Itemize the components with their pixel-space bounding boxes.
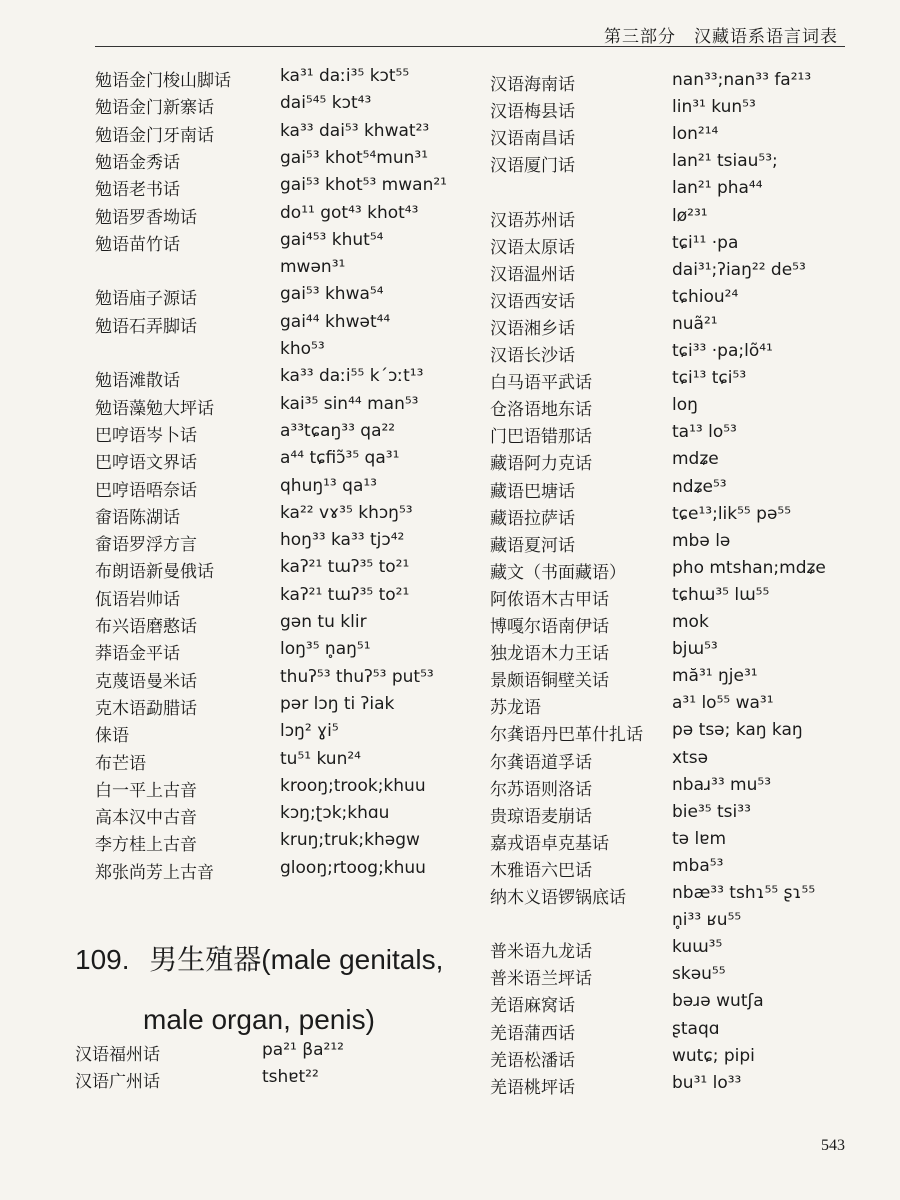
language-name: 勉语罗香坳话 <box>95 207 197 228</box>
language-name: 嘉戎语卓克基话 <box>490 833 609 854</box>
word-form: tɕhiou²⁴ <box>672 286 739 307</box>
word-form: mok <box>672 612 709 632</box>
running-header <box>0 0 900 50</box>
language-name: 藏语夏河话 <box>490 535 575 556</box>
language-name: 布芒语 <box>95 753 146 774</box>
language-name: 阿侬语木古甲话 <box>490 589 609 610</box>
section-title-line-1: 男生殖器(male genitals, <box>149 944 444 975</box>
word-form: tɕhɯ³⁵ lɯ⁵⁵ <box>672 584 770 605</box>
word-form: pər lɔŋ ti ʔiak <box>280 693 395 714</box>
word-form: kai³⁵ sin⁴⁴ man⁵³ <box>280 393 419 414</box>
word-form: gai⁵³ khot⁵³ mwan²¹ <box>280 175 447 196</box>
language-name: 贵琼语麦崩话 <box>490 806 592 827</box>
language-name: 佤语岩帅话 <box>95 589 180 610</box>
language-name: 巴哼语唔奈话 <box>95 480 197 501</box>
word-form: bəɹə wutʃa <box>672 991 764 1012</box>
language-name: 布朗语新曼俄话 <box>95 562 214 583</box>
word-form: kruŋ;truk;khəgw <box>280 830 420 851</box>
word-form: glooŋ;rtoog;khuu <box>280 857 426 878</box>
language-name: 勉语庙子源话 <box>95 289 197 310</box>
header-rule <box>95 46 845 47</box>
word-form: tɕe¹³;lik⁵⁵ pə⁵⁵ <box>672 503 792 524</box>
language-name: 巴哼语岑卜话 <box>95 425 197 446</box>
word-form: lø²³¹ <box>672 205 708 226</box>
language-name: 汉语海南话 <box>490 75 575 95</box>
word-form: gai⁵³ khwa⁵⁴ <box>280 284 384 305</box>
word-form: lan²¹ pha⁴⁴ <box>672 178 763 199</box>
language-name: 畲语陈湖话 <box>95 507 180 528</box>
word-form: bu³¹ lo³³ <box>672 1072 742 1093</box>
word-form: loŋ <box>672 395 698 416</box>
word-form: mwən³¹ <box>280 257 346 278</box>
language-name: 勉语金秀话 <box>95 152 180 173</box>
language-name: 郑张尚芳上古音 <box>95 862 214 883</box>
language-name: 普米语兰坪话 <box>490 969 592 990</box>
language-name: 勉语金门牙南话 <box>95 125 214 146</box>
language-name: 羌语松潘话 <box>490 1050 575 1071</box>
word-form: bjɯ⁵³ <box>672 639 718 660</box>
word-form: ndʑe⁵³ <box>672 476 727 497</box>
language-name: 莽语金平话 <box>95 644 180 665</box>
language-name: 藏语巴塘话 <box>490 481 575 502</box>
language-name: 汉语温州话 <box>490 264 575 285</box>
language-name: 俫语 <box>95 726 129 747</box>
word-form: thuʔ⁵³ thuʔ⁵³ put⁵³ <box>280 666 434 687</box>
word-form: ta¹³ lo⁵³ <box>672 422 737 443</box>
language-name: 藏文（书面藏语） <box>490 562 626 583</box>
language-name: 汉语福州话 <box>75 1045 160 1065</box>
word-form: nbaɹ³³ mu⁵³ <box>672 774 772 795</box>
language-name: 景颇语铜壁关话 <box>490 671 609 692</box>
word-form: hoŋ³³ ka³³ tjɔ⁴² <box>280 530 405 551</box>
language-name: 白一平上古音 <box>95 780 197 801</box>
language-name: 博嘎尔语南伊话 <box>490 617 609 637</box>
section-number: 109. <box>75 944 130 975</box>
language-name: 勉语老书话 <box>95 180 180 201</box>
language-name: 羌语麻窝话 <box>490 996 575 1017</box>
word-form: skəu⁵⁵ <box>672 964 726 985</box>
language-name: 汉语太原话 <box>490 237 575 258</box>
word-form: kaʔ²¹ tɯʔ³⁵ to²¹ <box>280 557 410 578</box>
word-form: gai⁴⁵³ khut⁵⁴ <box>280 229 384 250</box>
word-form: wutɕ; pipi <box>672 1045 755 1066</box>
word-form: mdʑe <box>672 449 719 470</box>
language-name: 畲语罗浮方言 <box>95 535 197 556</box>
language-name: 李方桂上古音 <box>95 835 197 856</box>
language-name: 藏语阿力克话 <box>490 454 592 475</box>
word-form: nbæ³³ tshɿ⁵⁵ ʂɿ⁵⁵ <box>672 883 816 903</box>
word-form: a³¹ lo⁵⁵ wa³¹ <box>672 693 774 714</box>
language-name: 门巴语错那话 <box>490 427 592 448</box>
language-name: 汉语湘乡话 <box>490 318 575 339</box>
word-form: pa²¹ βa²¹² <box>262 1040 344 1060</box>
word-form: mbə lə <box>672 530 731 551</box>
word-form: qhuŋ¹³ qa¹³ <box>280 475 377 496</box>
word-form: lɔŋ² ɣi⁵ <box>280 721 339 742</box>
word-form: lin³¹ kun⁵³ <box>672 97 756 118</box>
word-form: ka³¹ daːi³⁵ kɔt⁵⁵ <box>280 66 410 86</box>
word-form: nan³³;nan³³ fa²¹³ <box>672 70 812 90</box>
language-name: 汉语梅县话 <box>490 102 575 123</box>
language-name: 苏龙语 <box>490 698 541 719</box>
word-form: xtsə <box>672 747 709 768</box>
word-form: gən tu klir <box>280 612 367 632</box>
word-form: tshɐt²² <box>262 1067 319 1087</box>
page-number: 543 <box>821 1137 845 1154</box>
section-title-line-2: male organ, penis) <box>143 1004 375 1035</box>
word-form: ka³³ daːi⁵⁵ kˊɔːt¹³ <box>280 366 424 387</box>
language-name: 尔龚语道孚话 <box>490 752 592 773</box>
language-name: 纳木义语锣锅底话 <box>490 888 626 908</box>
word-form: a³³tɕaŋ³³ qa²² <box>280 420 396 441</box>
word-form: pə tsə; kaŋ kaŋ <box>672 720 803 741</box>
language-name: 尔龚语丹巴革什扎话 <box>490 725 643 746</box>
word-form: nuã²¹ <box>672 313 718 334</box>
word-form: tɕi¹¹ ·pa <box>672 232 739 253</box>
language-name: 勉语金门新寨话 <box>95 98 214 119</box>
section-heading <box>75 930 495 1050</box>
word-form: tɕi³³ ·pa;lõ⁴¹ <box>672 341 773 361</box>
word-form: mă³¹ ŋje³¹ <box>672 666 758 687</box>
word-form: kho⁵³ <box>280 339 325 359</box>
word-form: ka²² vɤ³⁵ khɔŋ⁵³ <box>280 502 413 523</box>
language-name: 汉语苏州话 <box>490 210 575 231</box>
language-name: 汉语南昌话 <box>490 129 575 150</box>
language-name: 巴哼语文界话 <box>95 453 197 474</box>
word-form: do¹¹ got⁴³ khot⁴³ <box>280 202 419 223</box>
word-form: n̥i³³ ʁu⁵⁵ <box>672 910 742 931</box>
language-name: 羌语桃坪话 <box>490 1077 575 1098</box>
word-form: gai⁴⁴ khwət⁴⁴ <box>280 311 391 332</box>
language-name: 仓洛语地东话 <box>490 400 592 421</box>
running-header-title: 第三部分 汉藏语系语言词表 <box>604 27 838 47</box>
language-name: 汉语厦门话 <box>490 156 575 177</box>
language-name: 克蔑语曼米话 <box>95 671 197 692</box>
word-form: tu⁵¹ kun²⁴ <box>280 748 361 769</box>
language-name: 克木语勐腊话 <box>95 698 197 719</box>
language-name: 独龙语木力王话 <box>490 644 609 665</box>
language-name: 尔苏语则洛话 <box>490 779 592 800</box>
language-name: 勉语金门梭山脚话 <box>95 71 231 91</box>
word-form: lan²¹ tsiau⁵³; <box>672 151 778 172</box>
word-form: lon²¹⁴ <box>672 124 719 145</box>
language-name: 木雅语六巴话 <box>490 860 592 881</box>
language-name: 高本汉中古音 <box>95 808 197 829</box>
word-form: gai⁵³ khot⁵⁴mun³¹ <box>280 147 429 168</box>
word-form: dai⁵⁴⁵ kɔt⁴³ <box>280 93 372 114</box>
language-name: 普米语九龙话 <box>490 942 592 963</box>
language-name: 勉语藻勉大坪话 <box>95 398 214 419</box>
word-form: pho mtshan;mdʑe <box>672 557 826 578</box>
language-name: 布兴语磨憨话 <box>95 617 197 637</box>
word-form: mba⁵³ <box>672 855 724 876</box>
language-name: 勉语苗竹话 <box>95 234 180 255</box>
word-form: dai³¹;ʔiaŋ²² de⁵³ <box>672 259 806 280</box>
word-form: krooŋ;trook;khuu <box>280 775 426 796</box>
language-name: 勉语石弄脚话 <box>95 316 197 337</box>
word-form: a⁴⁴ tɕfiɔ̃³⁵ qa³¹ <box>280 448 400 469</box>
language-name: 勉语滩散话 <box>95 371 180 392</box>
word-form: ʂtaqɑ <box>672 1018 720 1039</box>
word-form: tə lɐm <box>672 828 727 849</box>
language-name: 羌语蒲西话 <box>490 1023 575 1044</box>
language-name: 汉语长沙话 <box>490 346 575 366</box>
language-name: 藏语拉萨话 <box>490 508 575 529</box>
word-form: kɔŋ;ʈɔk;khɑu <box>280 803 390 824</box>
word-form: bie³⁵ tsi³³ <box>672 801 751 822</box>
word-form: kuɯ³⁵ <box>672 937 723 958</box>
language-name: 白马语平武话 <box>490 373 592 394</box>
word-form: loŋ³⁵ n̥aŋ⁵¹ <box>280 639 371 660</box>
word-form: ka³³ dai⁵³ khwat²³ <box>280 120 430 141</box>
word-form: kaʔ²¹ tɯʔ³⁵ to²¹ <box>280 584 410 605</box>
word-form: tɕi¹³ tɕi⁵³ <box>672 368 747 389</box>
language-name: 汉语西安话 <box>490 291 575 312</box>
language-name: 汉语广州话 <box>75 1072 160 1092</box>
